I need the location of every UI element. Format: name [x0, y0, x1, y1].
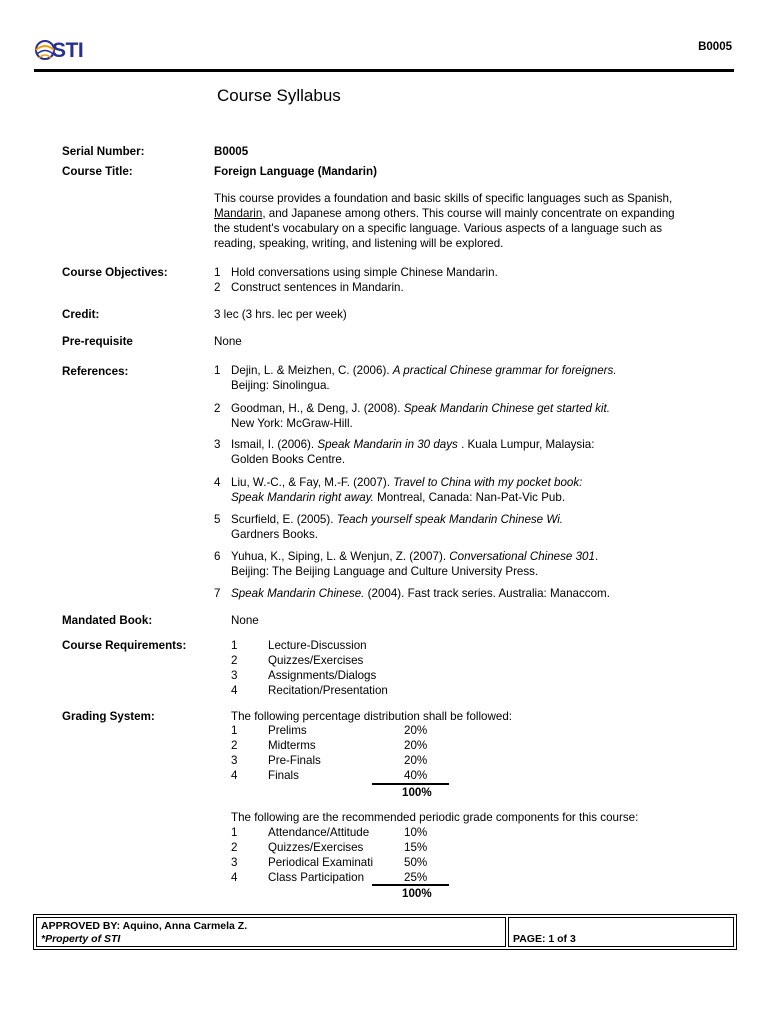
page-title: Course Syllabus [217, 86, 341, 105]
mandated-book-value: None [231, 614, 259, 627]
grade-row-percent: 20% [404, 754, 428, 767]
component-row-name: Periodical Examinati [268, 856, 374, 869]
footer-box [33, 914, 737, 950]
course-objectives-label: Course Objectives: [62, 266, 168, 279]
reference-line: Gardners Books. [231, 528, 318, 541]
footer-page-cell [508, 917, 734, 947]
objective-number: 1 [214, 266, 221, 279]
reference-line: Liu, W.-C., & Fay, M.-F. (2007). Travel to China with my pocket book: [231, 476, 583, 489]
requirement-item: Recitation/Presentation [268, 684, 388, 697]
reference-number: 4 [214, 476, 221, 489]
objective-number: 2 [214, 281, 221, 294]
reference-line: New York: McGraw-Hill. [231, 417, 353, 430]
requirement-item: Quizzes/Exercises [268, 654, 364, 667]
objective-item: Construct sentences in Mandarin. [231, 281, 404, 294]
course-title-value: Foreign Language (Mandarin) [214, 165, 377, 178]
reference-line: Speak Mandarin Chinese. (2004). Fast track series. Australia: Manaccom. [231, 587, 610, 600]
property-note: *Property of STI [41, 933, 121, 945]
course-title-label: Course Title: [62, 165, 133, 178]
requirement-number: 4 [231, 684, 238, 697]
reference-number: 3 [214, 438, 221, 451]
description-line-2 [214, 206, 734, 221]
component-row-number: 2 [231, 841, 238, 854]
grading-intro-2: The following are the recommended periodic grade components for this course: [231, 811, 639, 824]
sti-logo [34, 38, 88, 64]
component-row-percent: 10% [404, 826, 428, 839]
grade-row-percent: 20% [404, 724, 428, 737]
reference-line: Golden Books Centre. [231, 453, 346, 466]
reference-number: 2 [214, 402, 221, 415]
component-row-name: Class Participation [268, 871, 365, 884]
serial-number-value: B0005 [214, 145, 249, 158]
mandarin-link: Mandarin [214, 207, 263, 220]
component-total: 100% [402, 887, 432, 900]
credit-label: Credit: [62, 308, 100, 321]
grade-row-number: 3 [231, 754, 238, 767]
grade-row-number: 4 [231, 769, 238, 782]
grade-row-percent: 20% [404, 739, 428, 752]
description-line-4: reading, speaking, writing, and listening will be explored. [214, 237, 504, 250]
component-row-name: Quizzes/Exercises [268, 841, 364, 854]
grade-row-name: Prelims [268, 724, 307, 737]
course-requirements-label: Course Requirements: [62, 639, 187, 652]
reference-line: Beijing: Sinolingua. [231, 379, 330, 392]
prerequisite-value: None [214, 335, 242, 348]
reference-line: Dejin, L. & Meizhen, C. (2006). A practical Chinese grammar for foreigners. [231, 364, 617, 377]
reference-number: 1 [214, 364, 221, 377]
component-row-number: 3 [231, 856, 238, 869]
reference-line: Beijing: The Beijing Language and Culture University Press. [231, 565, 539, 578]
approved-by: APPROVED BY: Aquino, Anna Carmela Z. [41, 920, 248, 932]
course-description [214, 191, 734, 251]
grading-intro-1: The following percentage distribution shall be followed: [231, 710, 512, 723]
requirement-item: Lecture-Discussion [268, 639, 367, 652]
requirement-number: 2 [231, 654, 238, 667]
reference-number: 5 [214, 513, 221, 526]
reference-number: 6 [214, 550, 221, 563]
reference-line: Scurfield, E. (2005). Teach yourself speak Mandarin Chinese Wi. [231, 513, 563, 526]
component-row-name: Attendance/Attitude [268, 826, 370, 839]
reference-line: Speak Mandarin right away. Montreal, Canada: Nan-Pat-Vic Pub. [231, 491, 566, 504]
description-line-2-rest: , and Japanese among others. This course will mainly concentrate on expanding [262, 207, 675, 220]
mandated-book-label: Mandated Book: [62, 614, 153, 627]
grade-row-number: 2 [231, 739, 238, 752]
references-label: References: [62, 365, 129, 378]
grade-row-number: 1 [231, 724, 238, 737]
grade-row-name: Pre-Finals [268, 754, 321, 767]
reference-line: Yuhua, K., Siping, L. & Wenjun, Z. (2007). Conversational Chinese 301. [231, 550, 599, 563]
reference-number: 7 [214, 587, 221, 600]
header-divider [34, 69, 734, 72]
component-row-percent: 50% [404, 856, 428, 869]
grading-system-label: Grading System: [62, 710, 155, 723]
component-row-percent: 15% [404, 841, 428, 854]
requirement-number: 1 [231, 639, 238, 652]
component-row-number: 1 [231, 826, 238, 839]
description-line-1: This course provides a foundation and basic skills of specific languages such as Spanish, [214, 192, 673, 205]
grade-total: 100% [402, 786, 432, 799]
component-row-number: 4 [231, 871, 238, 884]
objective-item: Hold conversations using simple Chinese Mandarin. [231, 266, 498, 279]
credit-value: 3 lec (3 hrs. lec per week) [214, 308, 347, 321]
prerequisite-label: Pre-requisite [62, 335, 133, 348]
reference-line: Goodman, H., & Deng, J. (2008). Speak Mandarin Chinese get started kit. [231, 402, 610, 415]
serial-number-label: Serial Number: [62, 145, 145, 158]
page-number: PAGE: 1 of 3 [513, 933, 576, 945]
grade-row-name: Finals [268, 769, 299, 782]
requirement-item: Assignments/Dialogs [268, 669, 377, 682]
requirement-number: 3 [231, 669, 238, 682]
description-line-3: the student's vocabulary on a specific language. Various aspects of a language such as [214, 222, 663, 235]
grade-row-percent: 40% [404, 769, 428, 782]
document-code: B0005 [698, 41, 732, 53]
logo-text: STI [52, 39, 84, 62]
reference-line: Ismail, I. (2006). Speak Mandarin in 30 days . Kuala Lumpur, Malaysia: [231, 438, 595, 451]
footer-approval-cell [36, 917, 506, 947]
grade-row-name: Midterms [268, 739, 316, 752]
component-row-percent: 25% [404, 871, 428, 884]
